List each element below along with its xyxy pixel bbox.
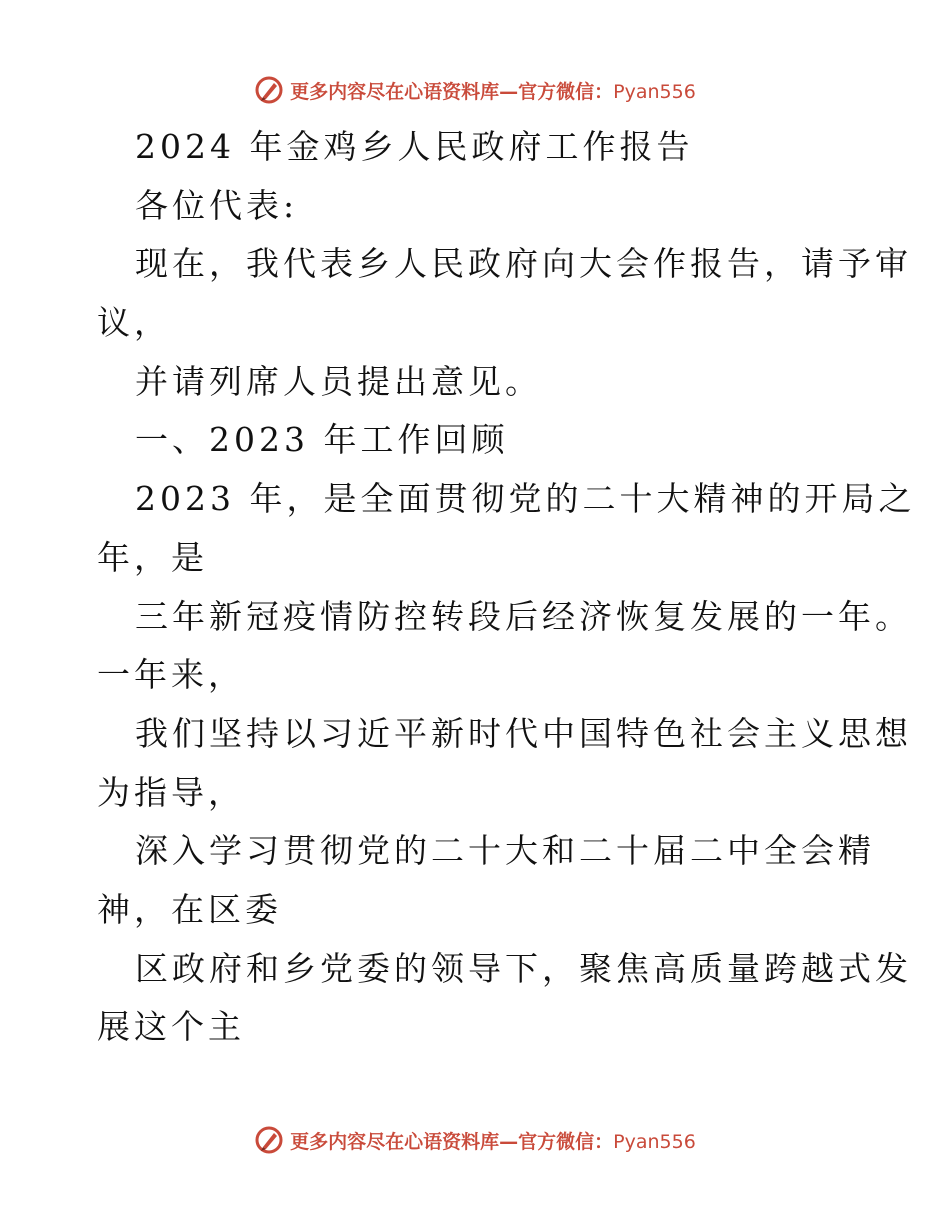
text-line: 区政府和乡党委的领导下，聚焦高质量跨越式发 (135, 948, 912, 988)
document-title: 2024 年金鸡乡人民政府工作报告 (135, 127, 694, 166)
text-line: 并请列席人员提出意见。 (135, 361, 542, 401)
text-line: 为指导， (97, 772, 245, 812)
watermark-wechat-id: Pyan556 (613, 80, 696, 103)
text-line: 一年来， (97, 655, 245, 695)
watermark-text: 更多内容尽在心语资料库—官方微信：Pyan556 (290, 80, 696, 103)
footer-watermark (0, 1120, 950, 1160)
text-line: 神，在区委 (97, 889, 282, 929)
text-line: 各位代表: (135, 185, 299, 225)
pen-circle-icon (254, 75, 284, 105)
text-line: 2023 年，是全面贯彻党的二十大精神的开局之 (135, 479, 916, 519)
watermark-text: 更多内容尽在心语资料库—官方微信：Pyan556 (290, 1130, 696, 1153)
text-line: 议， (97, 303, 171, 343)
text-line: 三年新冠疫情防控转段后经济恢复发展的一年。 (135, 596, 912, 636)
pen-circle-icon (254, 1125, 284, 1155)
text-line: 深入学习贯彻党的二十大和二十届二中全会精 (135, 831, 875, 871)
text-line: 年，是 (97, 537, 208, 577)
section-heading: 一、2023 年工作回顾 (135, 420, 509, 460)
text-line: 展这个主 (97, 1007, 245, 1047)
text-line: 现在，我代表乡人民政府向大会作报告，请予审 (135, 244, 912, 284)
document-body (97, 118, 916, 1057)
text-line: 我们坚持以习近平新时代中国特色社会主义思想 (135, 713, 912, 753)
watermark-wechat-id: Pyan556 (613, 1130, 696, 1153)
header-watermark (0, 70, 950, 110)
